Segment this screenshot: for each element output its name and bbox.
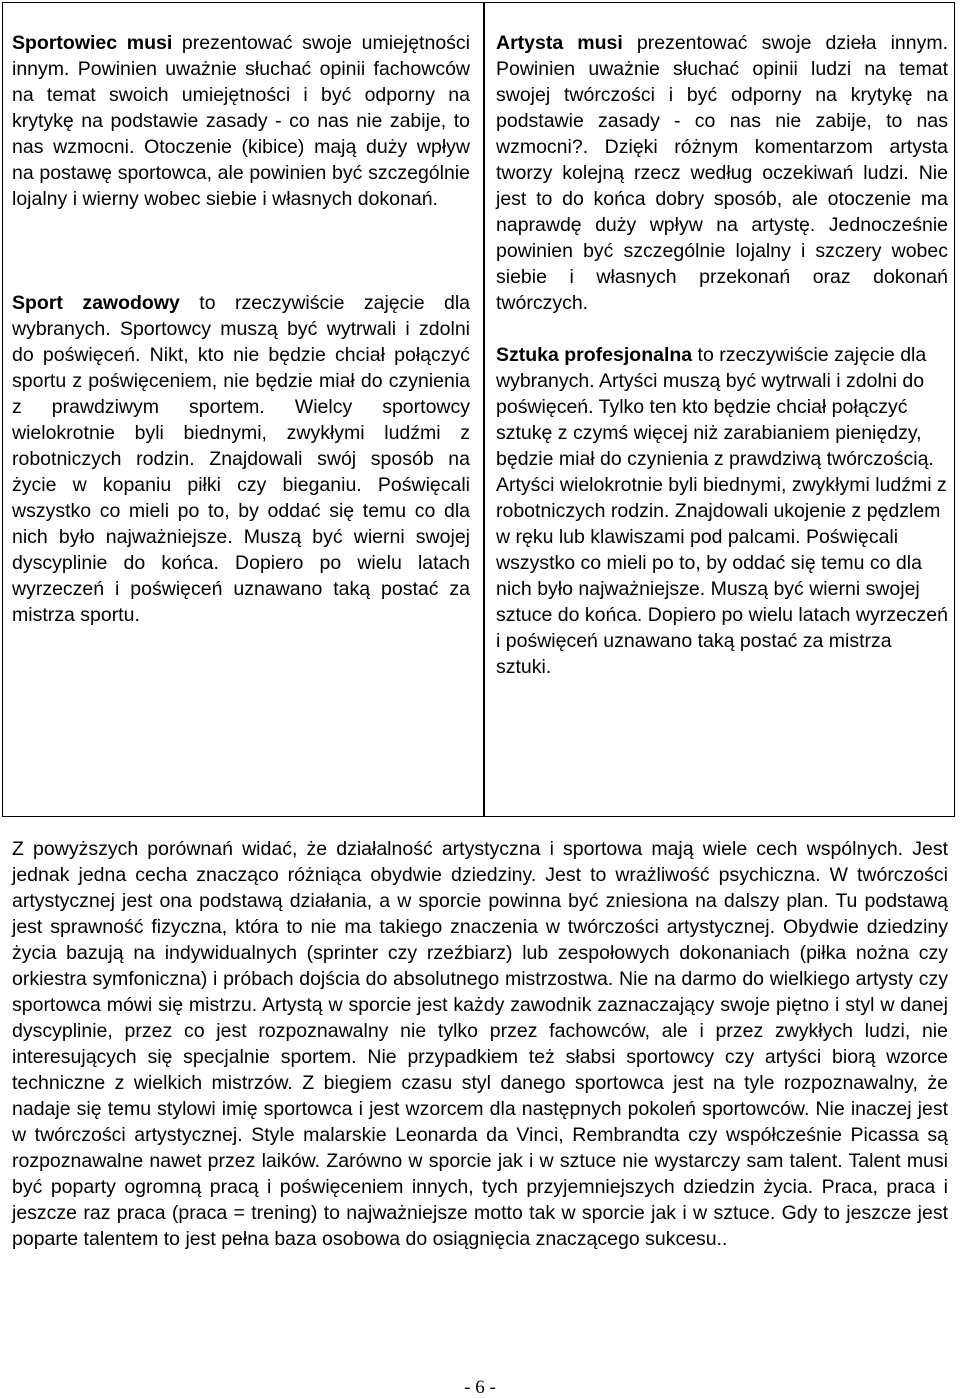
summary-paragraph: Z powyższych porównań widać, że działalność artystyczna i sportowa mają wiele cech wspólnych. Jest jednak jedna cecha znacząco różniąca obydwie dziedziny. Jest to wrażliwość psychiczna. W twórczości artystycznej jest ona podstawą działania, a w sporcie powinna być zniesiona na dalszy plan. Tu podstawą jest sprawność fizyczna, która to nie ma takiego znaczenia w twórczości artystycznej. Obydwie dziedziny życia bazują na indywidualnych (sprinter czy rzeźbiarz) lub zespołowych dokonaniach (piłka nożna czy orkiestra symfoniczna) i próbach dojścia do absolutnego mistrzostwa. Nie na darmo do wielkiego artysty czy sportowca mówi się mistrzu. Artystą w sporcie jest każdy zawodnik zaznaczający swoje piętno i styl w danej dyscyplinie, przez co jest rozpoznawalny nie tylko przez fachowców, ale i przez zwykłych ludzi, nie interesujących się specjalnie sportem. Nie przypadkiem też słabsi sportowcy czy artyści biorą wzorce techniczne z wielkich mistrzów. Z biegiem czasu styl danego sportowca jest na tyle rozpoznawalny, że nadaje się temu stylowi imię sportowca i jest wzorcem dla następnych pokoleń sportowców. Nie inaczej jest w twórczości artystycznej. Style malarskie Leonarda da Vinci, Rembrandta czy współcześnie Picassa są rozpoznawalne nawet przez laików. Zarówno w sporcie jak i w sztuce nie wystarczy sam talent. Talent musi być poparty ogromną pracą i poświęceniem innych, tych przyjemniejszych dziedzin życia. Praca, praca i jeszcze raz praca (praca = trening) to najważniejsze motto tak w sporcie jak i w sztuce. Gdy to jeszcze jest poparte talentem to jest pełna baza osobowa do osiągnięcia znaczącego sukcesu.. [12,838,948,1250]
art-heading: Artysta musi [496,32,623,54]
art-paragraph-1 [496,30,948,316]
sport-paragraph-2-text: to rzeczywiście zajęcie dla wybranych. Sportowcy muszą być wytrwali i zdolni do poświęceń. Nikt, kto nie będzie chciał połączyć sportu z poświęceniem, nie będzie miał do czynienia z prawdziwym sportem. Wielcy sportowcy wielokrotnie byli biednymi, zwykłymi ludźmi z robotniczych rodzin. Znajdowali swój sposób na życie w kopaniu piłki czy bieganiu. Poświęcali wszystko co mieli po to, by oddać się temu co dla nich było najważniejsze. Muszą być wierni swojej dyscyplinie do końca. Dopiero po wielu latach wyrzeczeń i poświęceń uznawano taką postać za mistrza sportu. [12,292,470,626]
art-paragraph-2-text: to rzeczywiście zajęcie dla wybranych. Artyści muszą być wytrwali i zdolni do poświęceń. Tylko ten kto będzie chciał połączyć sztukę z czymś więcej niż zarabianiem pieniędzy, będzie miał do czynienia z prawdziwą twórczością. [496,344,934,470]
art-paragraph-2 [496,342,948,472]
sport-column [12,30,470,628]
professional-art-heading: Sztuka profesjonalna [496,344,693,366]
art-paragraph-3: Artyści wielokrotnie byli biednymi, zwykłymi ludźmi z robotniczych rodzin. Znajdowali ukojenie z pędzlem w ręku lub klawiszami pod palcami. Poświęcali wszystko co mieli po to, by oddać się temu co dla nich było najważniejsze. Muszą być wierni swojej sztuce do końca. Dopiero po wielu latach wyrzeczeń i poświęceń uznawano taką postać za mistrza sztuki. [496,474,948,678]
summary-section [12,836,948,1252]
art-column [496,30,948,680]
art-paragraph-1-text: prezentować swoje dzieła innym. Powinien uważnie słuchać opinii ludzi na temat swojej twórczości i być odporny na krytykę na podstawie zasady - co nas nie zabije, to nas wzmocni?. Dzięki różnym komentarzom artysta tworzy kolejną rzecz według oczekiwań ludzi. Nie jest to do końca dobry sposób, ale otoczenie ma naprawdę duży wpływ na artystę. Jednocześnie powinien być szczególnie lojalny i szczery wobec siebie i własnych przekonań oraz dokonań twórczych. [496,32,948,314]
sport-heading: Sportowiec musi [12,32,173,54]
sport-paragraph-1 [12,30,470,212]
sport-paragraph-2 [12,290,470,628]
professional-sport-heading: Sport zawodowy [12,292,180,314]
sport-paragraph-1-text: prezentować swoje umiejętności innym. Powinien uważnie słuchać opinii fachowców na temat swoich umiejętności i być odporny na krytykę na podstawie zasady - co nas nie zabije, to nas wzmocni. Otoczenie (kibice) mają duży wpływ na postawę sportowca, ale powinien być szczególnie lojalny i wierny wobec siebie i własnych dokonań. [12,32,470,210]
page-number: - 6 - [464,1377,496,1398]
column-divider [483,2,485,817]
